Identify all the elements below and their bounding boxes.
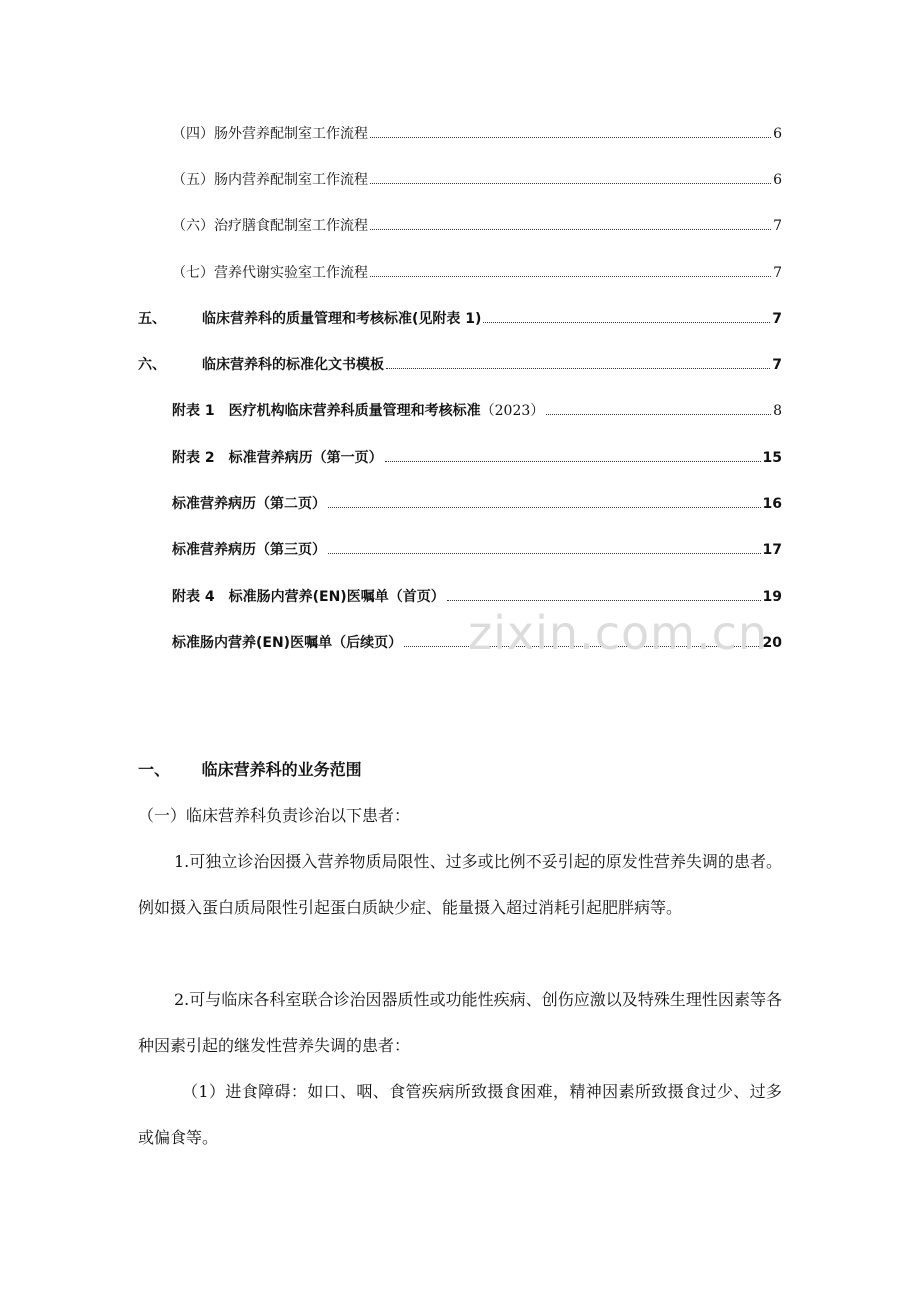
- toc-page-number: 8: [773, 403, 782, 419]
- toc-entry[interactable]: [172, 401, 782, 421]
- toc-entry-label: （五）肠内营养配制室工作流程: [172, 172, 368, 188]
- toc-page-number: 20: [762, 635, 782, 651]
- body-paragraph: 2.可与临床各科室联合诊治因器质性或功能性疾病、创伤应激以及特殊生理性因素等各种因素引起的继发性营养失调的患者：: [138, 990, 782, 1055]
- toc-entry[interactable]: [172, 587, 782, 607]
- toc-entry-label: 附表 1 医疗机构临床营养科质量管理和考核标准: [172, 403, 481, 419]
- toc-page-number: 17: [762, 542, 782, 558]
- toc-page-number: 7: [773, 265, 782, 281]
- toc-page-number: 6: [773, 172, 782, 188]
- section-title: 临床营养科的业务范围: [201, 760, 362, 779]
- toc-entry-label: （四）肠外营养配制室工作流程: [172, 126, 368, 142]
- body-paragraph: （一）临床营养科负责诊治以下患者：: [138, 806, 411, 825]
- toc-entry[interactable]: [172, 448, 782, 468]
- toc-leader-dots: [370, 136, 771, 138]
- toc-entry[interactable]: [138, 309, 782, 329]
- toc-leader-dots: [483, 321, 770, 323]
- toc-entry[interactable]: [172, 216, 782, 236]
- toc-page-number: 6: [773, 126, 782, 142]
- toc-leader-dots: [447, 599, 761, 601]
- toc-leader-dots: [385, 460, 761, 462]
- toc-page-number: 19: [762, 589, 782, 605]
- toc-entry[interactable]: [138, 355, 782, 375]
- toc-leader-dots: [404, 645, 760, 647]
- toc-leader-dots: [370, 182, 771, 184]
- toc-entry-label: 临床营养科的质量管理和考核标准(见附表 1): [202, 311, 482, 327]
- toc-leader-dots: [370, 228, 771, 230]
- toc-entry[interactable]: [172, 494, 782, 514]
- toc-entry-label: 附表 4 标准肠内营养(EN)医嘱单（首页）: [172, 589, 445, 605]
- toc-entry[interactable]: [172, 633, 782, 653]
- toc-section-number: 六、: [138, 357, 166, 373]
- toc-leader-dots: [370, 275, 771, 277]
- toc-entry-label: 附表 2 标准营养病历（第一页）: [172, 450, 383, 466]
- toc-page-number: 7: [772, 357, 782, 373]
- body-paragraph: （1）进食障碍：如口、咽、食管疾病所致摄食困难，精神因素所致摄食过少、过多或偏食等。: [138, 1082, 782, 1147]
- toc-entry[interactable]: [172, 263, 782, 283]
- toc-page-number: 15: [762, 450, 782, 466]
- watermark: zixin.com.cn: [468, 606, 769, 660]
- section-number: 一、: [138, 760, 171, 779]
- toc-entry-suffix: （2023）: [480, 403, 545, 419]
- toc-entry-label: （六）治疗膳食配制室工作流程: [172, 218, 368, 234]
- toc-entry-label: 标准营养病历（第三页）: [172, 542, 326, 558]
- toc-leader-dots: [328, 552, 761, 554]
- toc-entry-label: 标准营养病历（第二页）: [172, 496, 326, 512]
- section-heading: [138, 758, 362, 782]
- toc-entry-label: 标准肠内营养(EN)医嘱单（后续页）: [172, 635, 403, 651]
- toc-page-number: 16: [762, 496, 782, 512]
- toc-page-number: 7: [772, 311, 782, 327]
- toc-leader-dots: [328, 506, 761, 508]
- toc-entry[interactable]: [172, 540, 782, 560]
- toc-entry[interactable]: [172, 124, 782, 144]
- toc-entry-label: 临床营养科的标准化文书模板: [202, 357, 384, 373]
- toc-entry[interactable]: [172, 170, 782, 190]
- body-paragraph: 1.可独立诊治因摄入营养物质局限性、过多或比例不妥引起的原发性营养失调的患者。例如摄入蛋白质局限性引起蛋白质缺少症、能量摄入超过消耗引起肥胖病等。: [138, 852, 782, 917]
- toc-page-number: 7: [773, 218, 782, 234]
- toc-leader-dots: [386, 367, 770, 369]
- toc-section-number: 五、: [138, 311, 166, 327]
- toc-entry-label: （七）营养代谢实验室工作流程: [172, 265, 368, 281]
- toc-leader-dots: [546, 413, 771, 415]
